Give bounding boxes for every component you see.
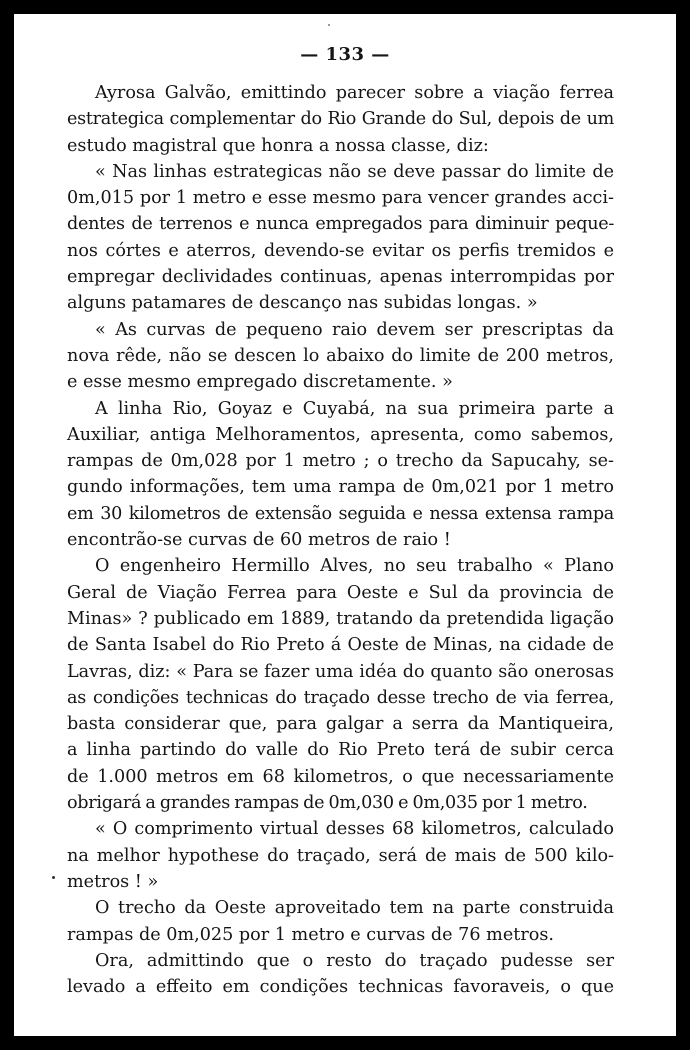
- text-line: levado a effeito em condições technicas favoraveis, o que: [67, 977, 614, 998]
- text-line: Ora, admittindo que o resto do traçado pudesse ser: [95, 950, 614, 971]
- text-line: empregar declividades continuas, apenas interrompidas por: [67, 267, 614, 288]
- paragraph-5: [67, 553, 614, 816]
- text-line: basta considerar que, para galgar a serra da Mantiqueira,: [67, 714, 614, 735]
- text-line: « Nas linhas estrategicas não se deve passar do limite de: [95, 161, 614, 182]
- text-line: dentes de terrenos e nunca empregados para diminuir peque-: [67, 214, 614, 235]
- body-text: [67, 80, 614, 1000]
- paragraph-3: [67, 317, 614, 396]
- text-line: Ayrosa Galvão, emittindo parecer sobre a viação ferrea: [95, 83, 614, 103]
- text-line: a linha partindo do valle do Rio Preto terá de subir cerca: [67, 740, 614, 761]
- speck: [328, 24, 330, 26]
- text-line: rampas de 0m,028 por 1 metro ; o trecho da Sapucahy, se-: [67, 451, 614, 472]
- text-line: em 30 kilometros de extensão seguida e nessa extensa rampa: [67, 503, 614, 524]
- paragraph-7: [67, 895, 614, 948]
- text-line: nova rêde, não se descen lo abaixo do limite de 200 metros,: [67, 345, 614, 366]
- text-line: 0m,015 por 1 metro e esse mesmo para vencer grandes acci-: [67, 188, 614, 209]
- margin-speck: [52, 876, 55, 879]
- text-line: de 1.000 metros em 68 kilometros, o que necessariamente: [67, 766, 614, 787]
- paragraph-6: [67, 816, 614, 895]
- text-line: nos córtes e aterros, devendo-se evitar os perfis tremidos e: [67, 240, 614, 261]
- text-line: obrigará a grandes rampas de 0m,030 e 0m,035 por 1 metro.: [67, 793, 588, 814]
- text-line: na melhor hypothese do traçado, será de mais de 500 kilo-: [67, 845, 614, 866]
- paragraph-4: [67, 396, 614, 554]
- text-line: « O comprimento virtual desses 68 kilometros, calculado: [95, 819, 614, 840]
- paragraph-1: [67, 80, 614, 159]
- text-line: Minas» ? publicado em 1889, tratando da pretendida ligação: [67, 608, 614, 629]
- text-line: metros ! »: [67, 871, 159, 892]
- text-line: « As curvas de pequeno raio devem ser prescriptas da: [95, 319, 614, 340]
- text-line: estrategica complementar do Rio Grande do Sul, depois de um: [67, 109, 614, 130]
- text-line: O trecho da Oeste aproveitado tem na parte construida: [95, 898, 614, 919]
- text-line: as condições technicas do traçado desse trecho de via ferrea,: [67, 687, 614, 708]
- text-line: rampas de 0m,025 por 1 metro e curvas de 76 metros.: [67, 924, 554, 945]
- text-line: O engenheiro Hermillo Alves, no seu trabalho « Plano: [95, 556, 614, 577]
- text-line: Auxiliar, antiga Melhoramentos, apresenta, como sabemos,: [67, 424, 614, 445]
- text-line: A linha Rio, Goyaz e Cuyabá, na sua primeira parte a: [95, 398, 614, 419]
- text-line: encontrão-se curvas de 60 metros de raio !: [67, 530, 451, 551]
- text-line: Lavras, diz: « Para se fazer uma idéa do quanto são onerosas: [67, 661, 614, 682]
- text-line: alguns patamares de descanço nas subidas longas. »: [67, 293, 538, 314]
- text-line: gundo informações, tem uma rampa de 0m,021 por 1 metro: [67, 477, 614, 498]
- paragraph-2: [67, 159, 614, 317]
- page-number: — 133 —: [300, 44, 390, 65]
- text-line: estudo magistral que honra a nossa classe, diz:: [67, 135, 489, 156]
- book-page: [14, 14, 676, 1036]
- text-line: de Santa Isabel do Rio Preto á Oeste de Minas, na cidade de: [67, 635, 614, 656]
- text-line: e esse mesmo empregado discretamente. »: [67, 372, 453, 393]
- text-line: Geral de Viação Ferrea para Oeste e Sul da provincia de: [67, 582, 614, 603]
- paragraph-8: [67, 948, 614, 1001]
